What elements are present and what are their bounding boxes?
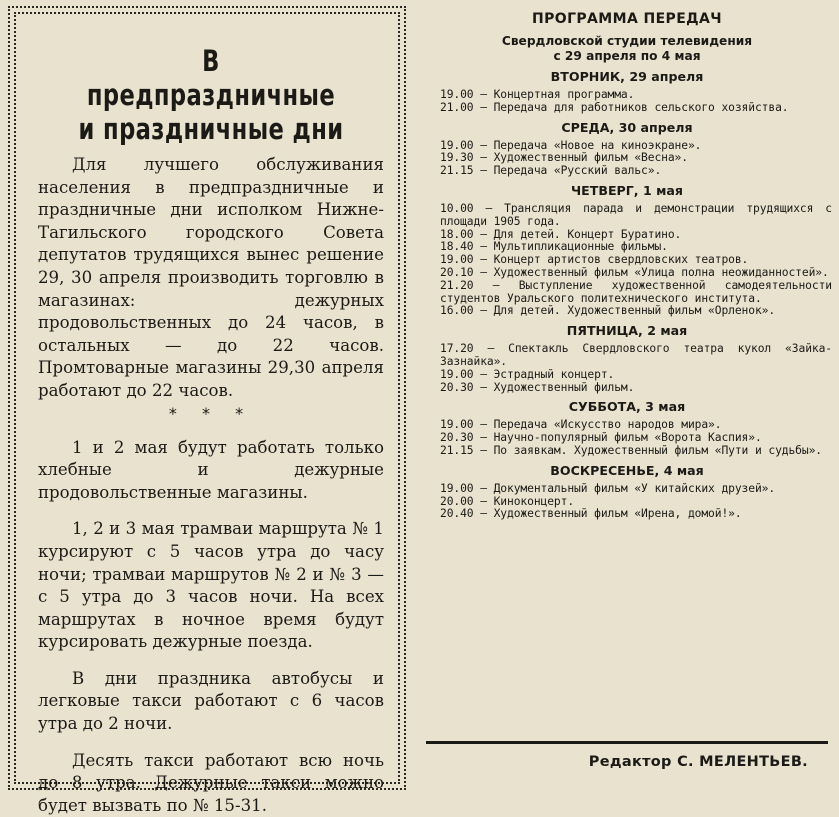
program-item: 20.10 — Художественный фильм «Улица полна неожиданностей». [440, 265, 829, 279]
editor-signature: Редактор С. МЕЛЕНТЬЕВ. [588, 754, 808, 770]
section-separator: * * * [168, 403, 254, 423]
program-item: 20.40 — Художественный фильм «Ирена, домой!». [440, 507, 742, 521]
program-item: 10.00 — Трансляция парада и демонстрации трудящихся с площади 1905 года. [440, 201, 832, 228]
tv-program-subtitle-1: Свердловской студии телевидения [501, 34, 753, 48]
program-item: 21.15 — По заявкам. Художественный фильм «Пути и судьбы». [440, 443, 822, 457]
program-item: 19.00 — Документальный фильм «У китайских друзей». [440, 481, 776, 495]
day-heading: СРЕДА, 30 апреля [561, 119, 693, 135]
program-item: 21.15 — Передача «Русский вальс». [440, 164, 662, 178]
program-item: 20.30 — Научно-популярный фильм «Ворота Каспия». [440, 431, 762, 445]
day-heading: ВОСКРЕСЕНЬЕ, 4 мая [550, 462, 704, 478]
program-item: 17.20 — Спектакль Свердловского театра кукол «Зайка-Зазнайка». [440, 342, 832, 368]
announcement-inner-frame [14, 12, 400, 815]
headline-line-1: В предпраздничные [86, 44, 336, 112]
paragraph-bread-shops: 1 и 2 мая будут работать только хлебные и дежурные продовольственные магазины. [38, 437, 384, 502]
tv-program-column [422, 10, 832, 800]
tv-program-subtitle-2: с 29 апреля по 4 мая [553, 49, 701, 63]
program-item: 19.00 — Передача «Новое на киноэкране». [440, 138, 702, 152]
tv-program-title: ПРОГРАММА ПЕРЕДАЧ [532, 11, 722, 27]
paragraph-buses-taxis: В дни праздника автобусы и легковые такси работают с 6 часов утра до 2 ночи. [38, 668, 384, 734]
paragraph-trade-hours: Для лучшего обслуживания населения в предпраздничные и праздничные дни исполком Нижне-Тагильского городского Совета депутатов трудящихся вынес решение 29, 30 апреля производить торговлю в магазинах: дежурных продовольственных до 24 часов, в остальных — до 22 часов. Промтоварные магазины 29,30 апреля работают до 22 часов. [38, 155, 384, 400]
day-sunday [422, 462, 832, 521]
day-heading: СУББОТА, 3 мая [568, 399, 686, 415]
day-friday [422, 322, 832, 394]
program-item: 19.30 — Художественный фильм «Весна». [440, 151, 688, 165]
program-item: 19.00 — Передача «Искусство народов мира». [440, 418, 722, 432]
day-tuesday [422, 68, 832, 115]
program-item: 21.00 — Передача для работников сельского хозяйства. [440, 100, 789, 114]
paragraph-night-taxis: Десять такси работают всю ночь до 8 утра. Дежурные такси можно будет вызвать по № 15-31. [38, 750, 384, 815]
program-item: 19.00 — Концертная программа. [440, 88, 635, 101]
program-item: 16.00 — Для детей. Художественный фильм «Орленок». [440, 304, 776, 318]
day-heading: ПЯТНИЦА, 2 мая [566, 323, 688, 339]
day-thursday [422, 182, 832, 318]
program-item: 18.00 — Для детей. Концерт Буратино. [440, 227, 682, 241]
program-item: 20.00 — Киноконцерт. [440, 494, 575, 508]
program-item: 21.20 — Выступление художественной самодеятельности студентов Уральского политехнического института. [440, 278, 832, 305]
program-item: 18.40 — Мультипликационные фильмы. [440, 240, 668, 254]
headline-line-2: и праздничные дни [78, 112, 344, 146]
program-item: 19.00 — Концерт артистов свердловских театров. [440, 253, 749, 267]
day-wednesday [422, 119, 832, 178]
announcement-frame [8, 6, 406, 815]
paragraph-trams: 1, 2 и 3 мая трамваи маршрута № 1 курсируют с 5 часов утра до часу ночи; трамваи маршрутов № 2 и № 3 — с 5 утра до 3 часов ночи. На всех маршрутах в ночное время будут курсировать дежурные поезда. [38, 519, 384, 652]
announcement-headline [76, 44, 346, 146]
bottom-rule [426, 741, 828, 744]
program-item: 19.00 — Эстрадный концерт. [440, 367, 615, 381]
day-saturday [422, 398, 832, 457]
day-heading: ВТОРНИК, 29 апреля [550, 69, 704, 84]
day-heading: ЧЕТВЕРГ, 1 мая [570, 182, 684, 198]
program-item: 20.30 — Художественный фильм. [440, 380, 635, 394]
